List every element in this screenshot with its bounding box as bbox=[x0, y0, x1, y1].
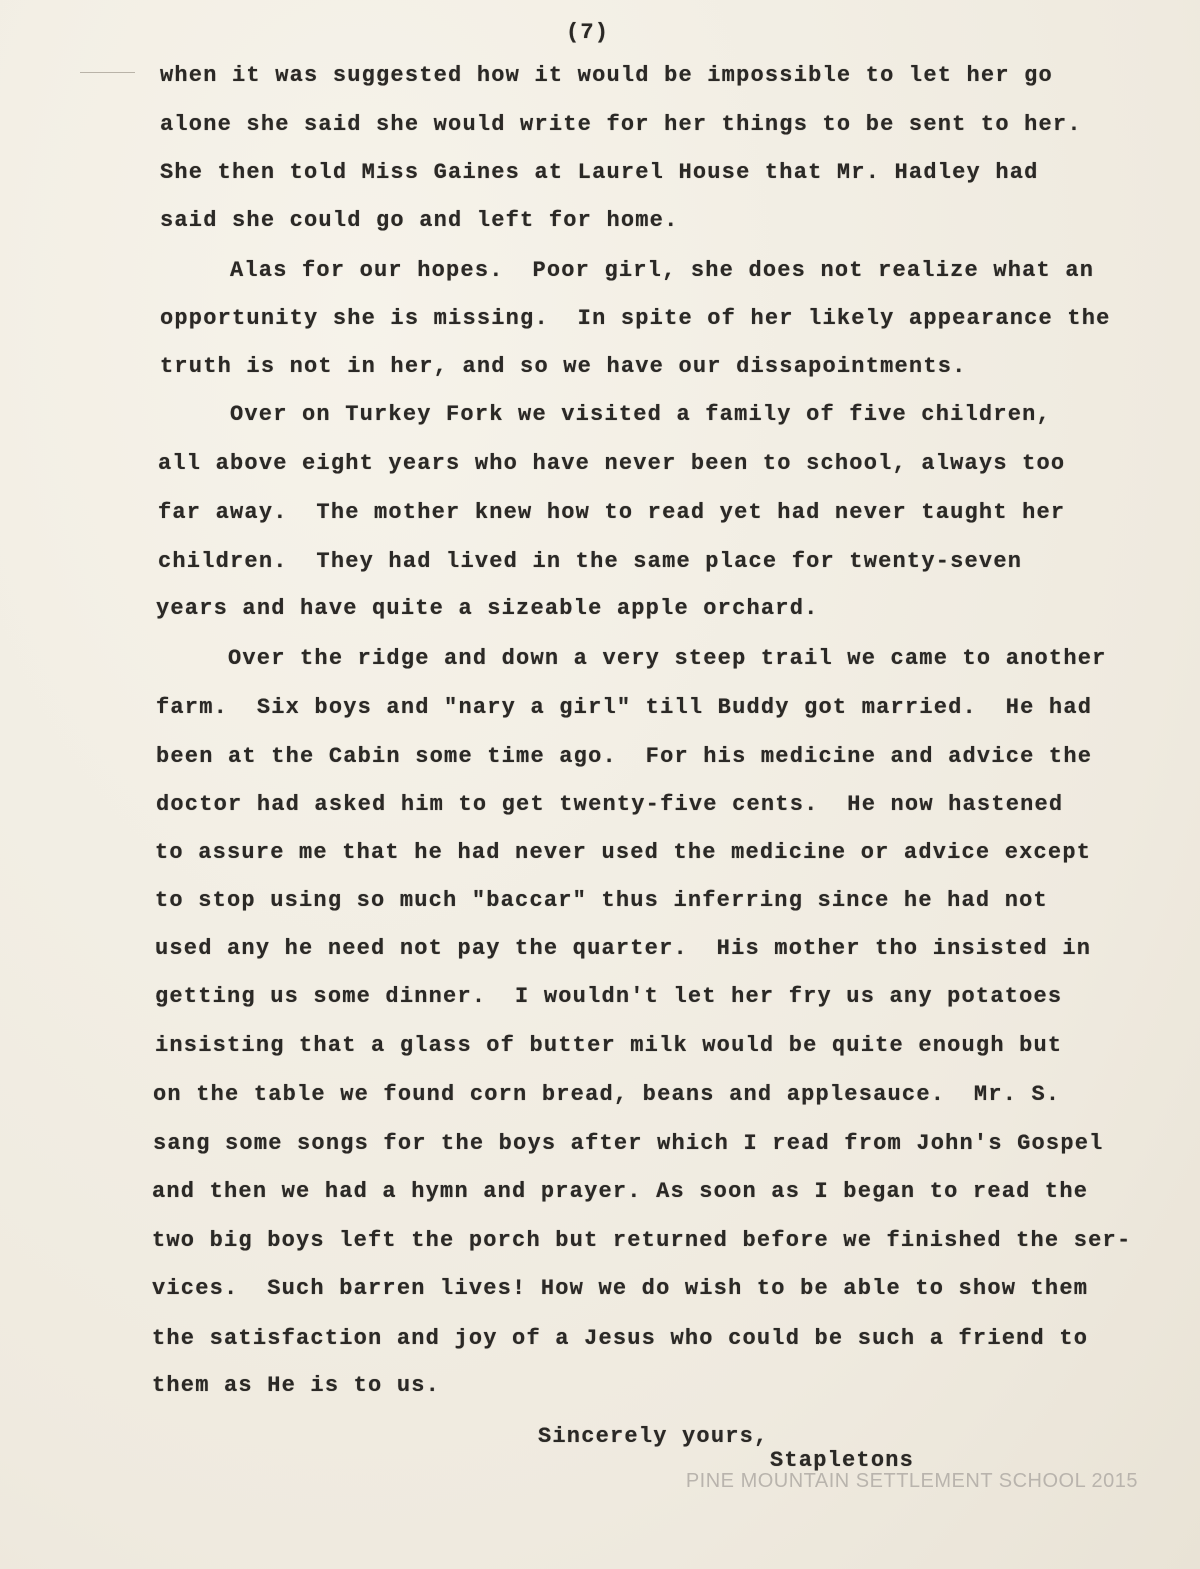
text-line: farm. Six boys and "nary a girl" till Buddy got married. He had bbox=[156, 695, 1093, 720]
closing: Sincerely yours, bbox=[538, 1424, 769, 1449]
text-line: vices. Such barren lives! How we do wish to be able to show them bbox=[152, 1276, 1089, 1301]
text-line: alone she said she would write for her things to be sent to her. bbox=[160, 112, 1082, 137]
text-line: truth is not in her, and so we have our dissapointments. bbox=[160, 354, 967, 379]
text-line: to stop using so much "baccar" thus inferring since he had not bbox=[155, 888, 1048, 913]
text-line: and then we had a hymn and prayer. As soon as I began to read the bbox=[152, 1179, 1089, 1204]
text-line: far away. The mother knew how to read yet had never taught her bbox=[158, 500, 1066, 525]
text-line: the satisfaction and joy of a Jesus who could be such a friend to bbox=[152, 1326, 1089, 1351]
watermark: PINE MOUNTAIN SETTLEMENT SCHOOL 2015 bbox=[685, 1470, 1138, 1492]
text-line: two big boys left the porch but returned before we finished the ser- bbox=[152, 1228, 1132, 1253]
text-line: Over the ridge and down a very steep trail we came to another bbox=[228, 646, 1107, 671]
text-line: them as He is to us. bbox=[152, 1373, 441, 1398]
text-line: children. They had lived in the same place for twenty-seven bbox=[158, 549, 1023, 574]
text-line: years and have quite a sizeable apple orchard. bbox=[156, 596, 819, 621]
text-line: all above eight years who have never been to school, always too bbox=[158, 451, 1066, 476]
margin-mark bbox=[80, 72, 135, 73]
text-line: Over on Turkey Fork we visited a family of five children, bbox=[230, 402, 1051, 427]
text-line: said she could go and left for home. bbox=[160, 208, 679, 233]
text-line: sang some songs for the boys after which I read from John's Gospel bbox=[153, 1131, 1104, 1156]
text-line: used any he need not pay the quarter. His mother tho insisted in bbox=[155, 936, 1092, 961]
text-line: to assure me that he had never used the medicine or advice except bbox=[155, 840, 1092, 865]
text-line: opportunity she is missing. In spite of her likely appearance the bbox=[160, 306, 1111, 331]
text-line: Alas for our hopes. Poor girl, she does not realize what an bbox=[230, 258, 1095, 283]
text-line: She then told Miss Gaines at Laurel House that Mr. Hadley had bbox=[160, 160, 1039, 185]
text-line: insisting that a glass of butter milk would be quite enough but bbox=[155, 1033, 1063, 1058]
text-line: on the table we found corn bread, beans and applesauce. Mr. S. bbox=[153, 1082, 1061, 1107]
signature: Stapletons bbox=[770, 1448, 915, 1473]
text-line: been at the Cabin some time ago. For his medicine and advice the bbox=[156, 744, 1093, 769]
page-number: (7) bbox=[566, 20, 610, 45]
text-line: doctor had asked him to get twenty-five cents. He now hastened bbox=[156, 792, 1064, 817]
text-line: getting us some dinner. I wouldn't let her fry us any potatoes bbox=[155, 984, 1063, 1009]
text-line: when it was suggested how it would be impossible to let her go bbox=[160, 63, 1053, 88]
